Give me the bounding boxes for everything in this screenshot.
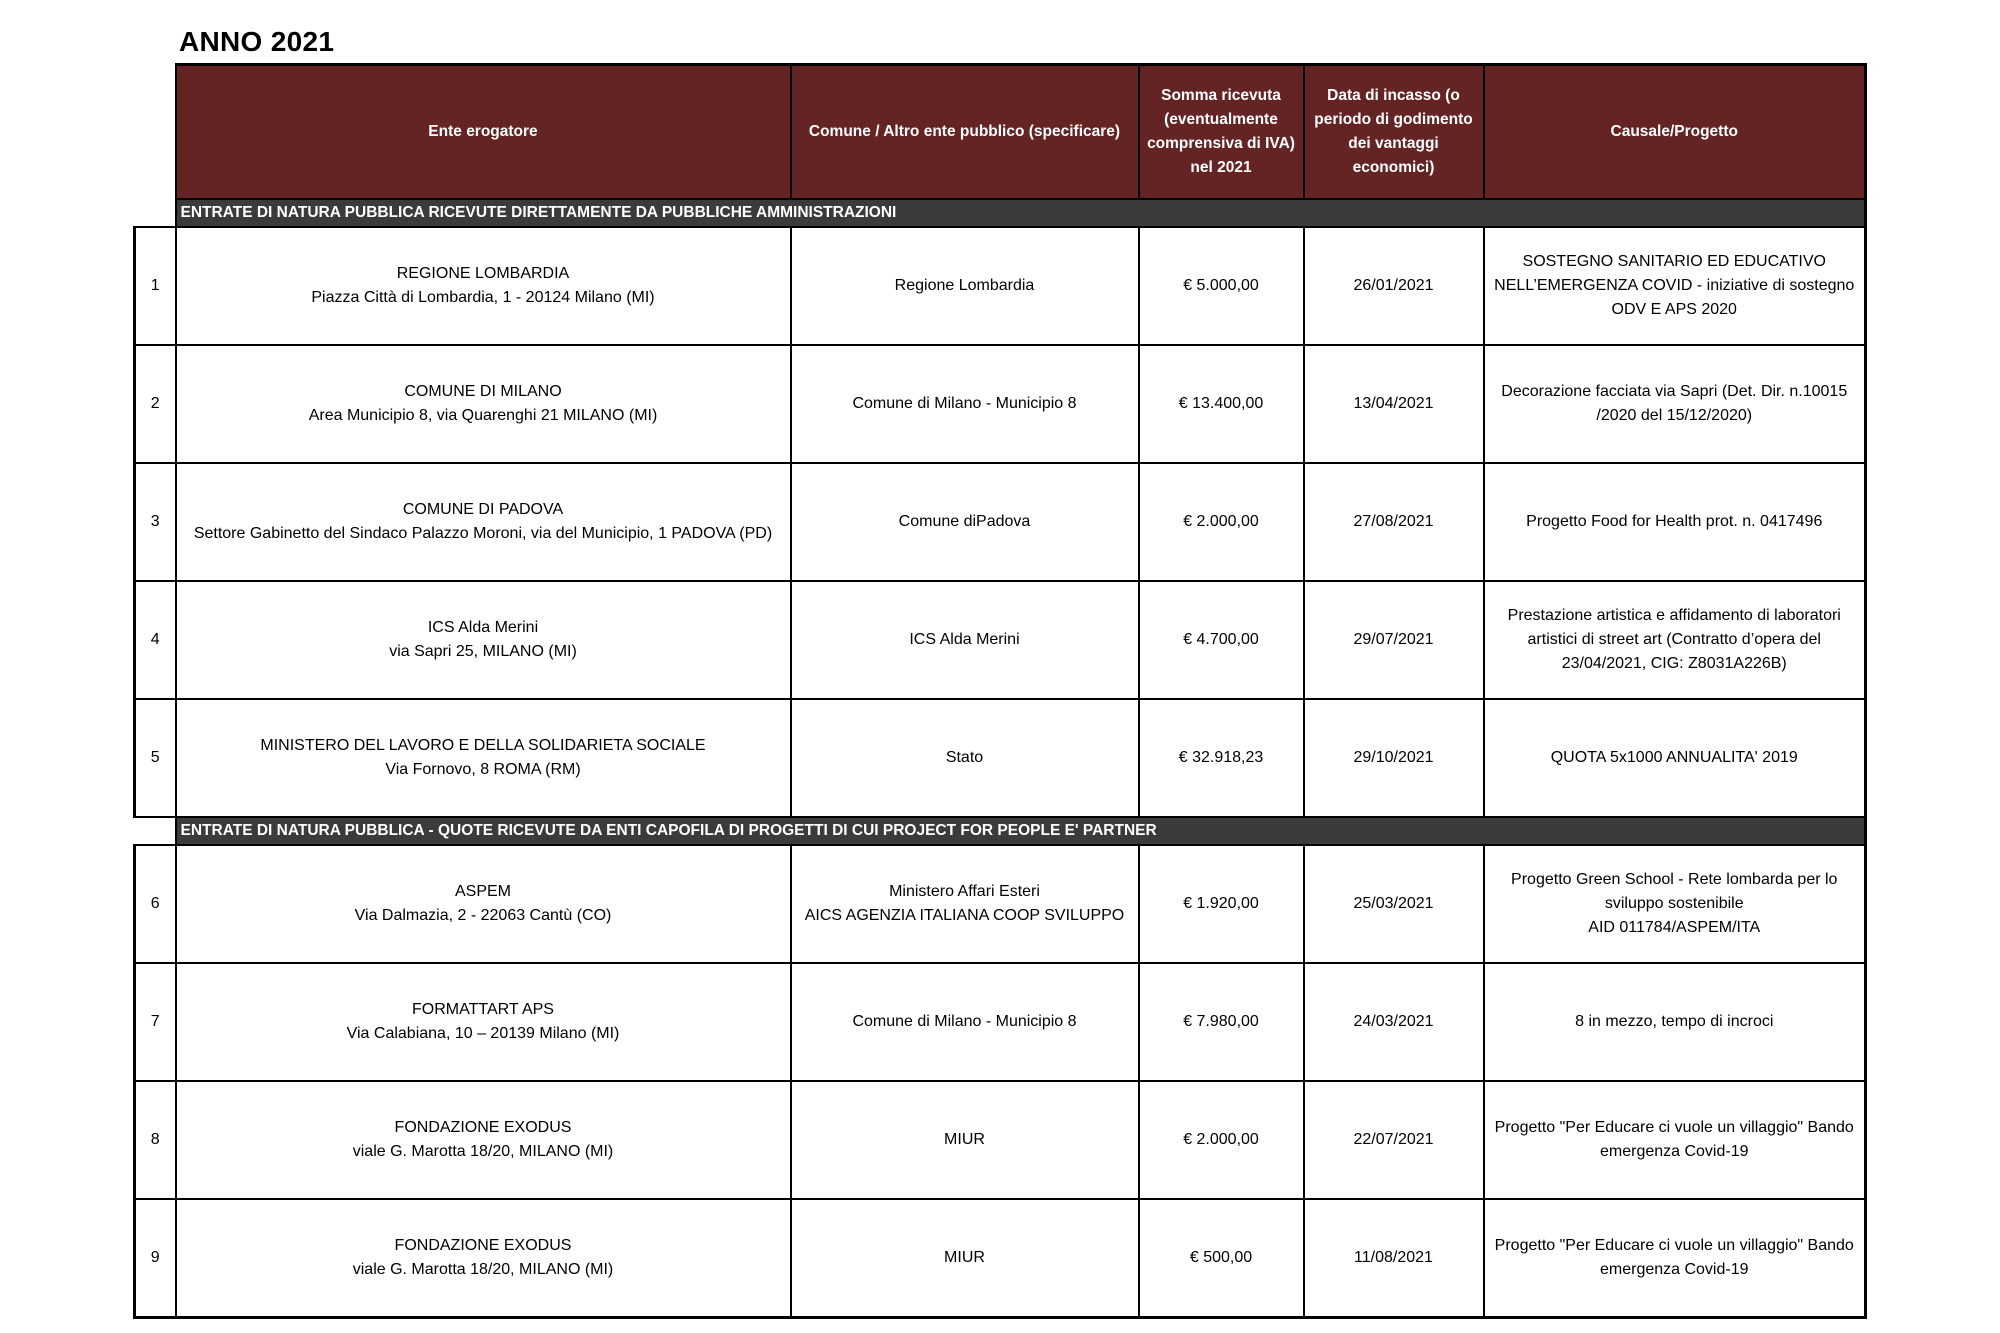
ente-name: ASPEM <box>454 883 511 900</box>
ente-address: Piazza Città di Lombardia, 1 - 20124 Milano (MI) <box>311 289 655 306</box>
comune-line: Regione Lombardia <box>894 277 1035 294</box>
cell-causale <box>1484 463 1866 581</box>
row-index: 7 <box>135 963 176 1081</box>
causale-line: SOSTEGNO SANITARIO ED EDUCATIVO <box>1522 253 1826 270</box>
cell-somma: € 5.000,00 <box>1139 227 1304 345</box>
cell-somma: € 500,00 <box>1139 1199 1304 1318</box>
ente-address: viale G. Marotta 18/20, MILANO (MI) <box>352 1261 614 1278</box>
cell-data-incasso: 13/04/2021 <box>1304 345 1484 463</box>
cell-somma: € 2.000,00 <box>1139 463 1304 581</box>
row-index: 6 <box>135 845 176 963</box>
cell-comune <box>791 581 1139 699</box>
causale-line: emergenza Covid-19 <box>1599 1143 1749 1160</box>
causale-line: Prestazione artistica e affidamento di laboratori <box>1507 607 1841 624</box>
comune-line: Comune diPadova <box>898 513 1031 530</box>
ente-address: viale G. Marotta 18/20, MILANO (MI) <box>352 1143 614 1160</box>
header-ente-erogatore: Ente erogatore <box>176 65 791 200</box>
section-row <box>135 817 1866 845</box>
cell-data-incasso: 26/01/2021 <box>1304 227 1484 345</box>
cell-data-incasso: 29/10/2021 <box>1304 699 1484 817</box>
page-title: ANNO 2021 <box>179 26 335 57</box>
comune-line: Ministero Affari Esteri <box>889 883 1040 900</box>
causale-line: emergenza Covid-19 <box>1599 1261 1749 1278</box>
cell-data-incasso: 29/07/2021 <box>1304 581 1484 699</box>
table-row <box>135 345 1866 463</box>
cell-causale <box>1484 581 1866 699</box>
cell-ente-erogatore <box>176 699 791 817</box>
table-row <box>135 845 1866 963</box>
comune-line: Comune di Milano - Municipio 8 <box>852 1013 1077 1030</box>
ente-address: Settore Gabinetto del Sindaco Palazzo Moroni, via del Municipio, 1 PADOVA (PD) <box>193 525 773 542</box>
cell-data-incasso: 24/03/2021 <box>1304 963 1484 1081</box>
ente-name: COMUNE DI PADOVA <box>402 501 564 518</box>
cell-somma: € 7.980,00 <box>1139 963 1304 1081</box>
cell-causale <box>1484 1199 1866 1318</box>
section-title: ENTRATE DI NATURA PUBBLICA RICEVUTE DIRETTAMENTE DA PUBBLICHE AMMINISTRAZIONI <box>176 199 1866 227</box>
table-row <box>135 1081 1866 1199</box>
cell-causale <box>1484 1081 1866 1199</box>
comune-line: AICS AGENZIA ITALIANA COOP SVILUPPO <box>804 907 1125 924</box>
ente-address: Via Fornovo, 8 ROMA (RM) <box>385 761 581 778</box>
causale-line: /2020 del 15/12/2020) <box>1596 407 1753 424</box>
cell-ente-erogatore <box>176 845 791 963</box>
cell-ente-erogatore <box>176 345 791 463</box>
cell-ente-erogatore <box>176 963 791 1081</box>
section-title: ENTRATE DI NATURA PUBBLICA - QUOTE RICEVUTE DA ENTI CAPOFILA DI PROGETTI DI CUI PROJECT FOR PEOPLE E' PARTNER <box>176 817 1866 845</box>
ente-name: FONDAZIONE EXODUS <box>394 1119 572 1136</box>
table-body <box>135 199 1866 1318</box>
causale-line: 23/04/2021, CIG: Z8031A226B) <box>1561 655 1787 672</box>
header-comune: Comune / Altro ente pubblico (specificare) <box>791 65 1139 200</box>
header-somma: Somma ricevuta (eventualmente comprensiva di IVA) nel 2021 <box>1139 65 1304 200</box>
cell-causale <box>1484 227 1866 345</box>
causale-line: Progetto Green School - Rete lombarda per lo <box>1511 871 1838 888</box>
cell-data-incasso: 22/07/2021 <box>1304 1081 1484 1199</box>
causale-line: NELL’EMERGENZA COVID - iniziative di sostegno <box>1494 277 1855 294</box>
row-index: 3 <box>135 463 176 581</box>
section-spacer <box>135 199 176 227</box>
cell-ente-erogatore <box>176 1199 791 1318</box>
row-index: 4 <box>135 581 176 699</box>
cell-comune <box>791 963 1139 1081</box>
table-row <box>135 463 1866 581</box>
section-spacer <box>135 817 176 845</box>
row-index: 2 <box>135 345 176 463</box>
cell-data-incasso: 11/08/2021 <box>1304 1199 1484 1318</box>
ente-address: Via Calabiana, 10 – 20139 Milano (MI) <box>346 1025 620 1042</box>
cell-comune <box>791 463 1139 581</box>
row-index: 5 <box>135 699 176 817</box>
cell-somma: € 2.000,00 <box>1139 1081 1304 1199</box>
header-corner <box>135 65 176 200</box>
cell-somma: € 4.700,00 <box>1139 581 1304 699</box>
cell-somma: € 32.918,23 <box>1139 699 1304 817</box>
causale-line: Progetto Food for Health prot. n. 0417496 <box>1526 513 1823 530</box>
causale-line: sviluppo sostenibile <box>1604 895 1744 912</box>
causale-line: AID 011784/ASPEM/ITA <box>1588 919 1761 936</box>
comune-line: Stato <box>945 749 984 766</box>
table-row <box>135 699 1866 817</box>
cell-causale <box>1484 345 1866 463</box>
cell-causale <box>1484 963 1866 1081</box>
ente-name: ICS Alda Merini <box>427 619 539 636</box>
causale-line: Progetto "Per Educare ci vuole un villaggio" Bando <box>1494 1237 1854 1254</box>
ente-name: REGIONE LOMBARDIA <box>396 265 570 282</box>
cell-causale <box>1484 845 1866 963</box>
table-row <box>135 1199 1866 1318</box>
causale-line: Decorazione facciata via Sapri (Det. Dir. n.10015 <box>1501 383 1848 400</box>
cell-ente-erogatore <box>176 581 791 699</box>
causale-line: QUOTA 5x1000 ANNUALITA' 2019 <box>1550 749 1798 766</box>
cell-ente-erogatore <box>176 463 791 581</box>
contributions-table <box>133 63 1867 1319</box>
ente-name: FORMATTART APS <box>412 1001 554 1018</box>
ente-address: Via Dalmazia, 2 - 22063 Cantù (CO) <box>354 907 612 924</box>
row-index: 8 <box>135 1081 176 1199</box>
table-header-row <box>135 65 1866 200</box>
ente-name: FONDAZIONE EXODUS <box>394 1237 572 1254</box>
comune-line: ICS Alda Merini <box>909 631 1020 648</box>
row-index: 1 <box>135 227 176 345</box>
comune-line: MIUR <box>944 1249 985 1266</box>
causale-line: ODV E APS 2020 <box>1611 301 1737 318</box>
cell-comune <box>791 699 1139 817</box>
cell-somma: € 13.400,00 <box>1139 345 1304 463</box>
header-data-incasso: Data di incasso (o periodo di godimento dei vantaggi economici) <box>1304 65 1484 200</box>
table-row <box>135 581 1866 699</box>
causale-line: Progetto "Per Educare ci vuole un villaggio" Bando <box>1494 1119 1854 1136</box>
cell-ente-erogatore <box>176 227 791 345</box>
ente-name: COMUNE DI MILANO <box>404 383 562 400</box>
comune-line: MIUR <box>944 1131 985 1148</box>
cell-ente-erogatore <box>176 1081 791 1199</box>
table-row <box>135 227 1866 345</box>
ente-address: via Sapri 25, MILANO (MI) <box>389 643 577 660</box>
ente-name: MINISTERO DEL LAVORO E DELLA SOLIDARIETA SOCIALE <box>260 737 706 754</box>
cell-causale <box>1484 699 1866 817</box>
causale-line: 8 in mezzo, tempo di incroci <box>1575 1013 1774 1030</box>
comune-line: Comune di Milano - Municipio 8 <box>852 395 1077 412</box>
cell-data-incasso: 27/08/2021 <box>1304 463 1484 581</box>
cell-comune <box>791 345 1139 463</box>
cell-somma: € 1.920,00 <box>1139 845 1304 963</box>
header-causale: Causale/Progetto <box>1484 65 1866 200</box>
row-index: 9 <box>135 1199 176 1318</box>
section-row <box>135 199 1866 227</box>
cell-comune <box>791 845 1139 963</box>
cell-comune <box>791 1199 1139 1318</box>
table-row <box>135 963 1866 1081</box>
cell-comune <box>791 1081 1139 1199</box>
causale-line: artistici di street art (Contratto d’opera del <box>1527 631 1821 648</box>
cell-comune <box>791 227 1139 345</box>
cell-data-incasso: 25/03/2021 <box>1304 845 1484 963</box>
ente-address: Area Municipio 8, via Quarenghi 21 MILANO (MI) <box>308 407 658 424</box>
